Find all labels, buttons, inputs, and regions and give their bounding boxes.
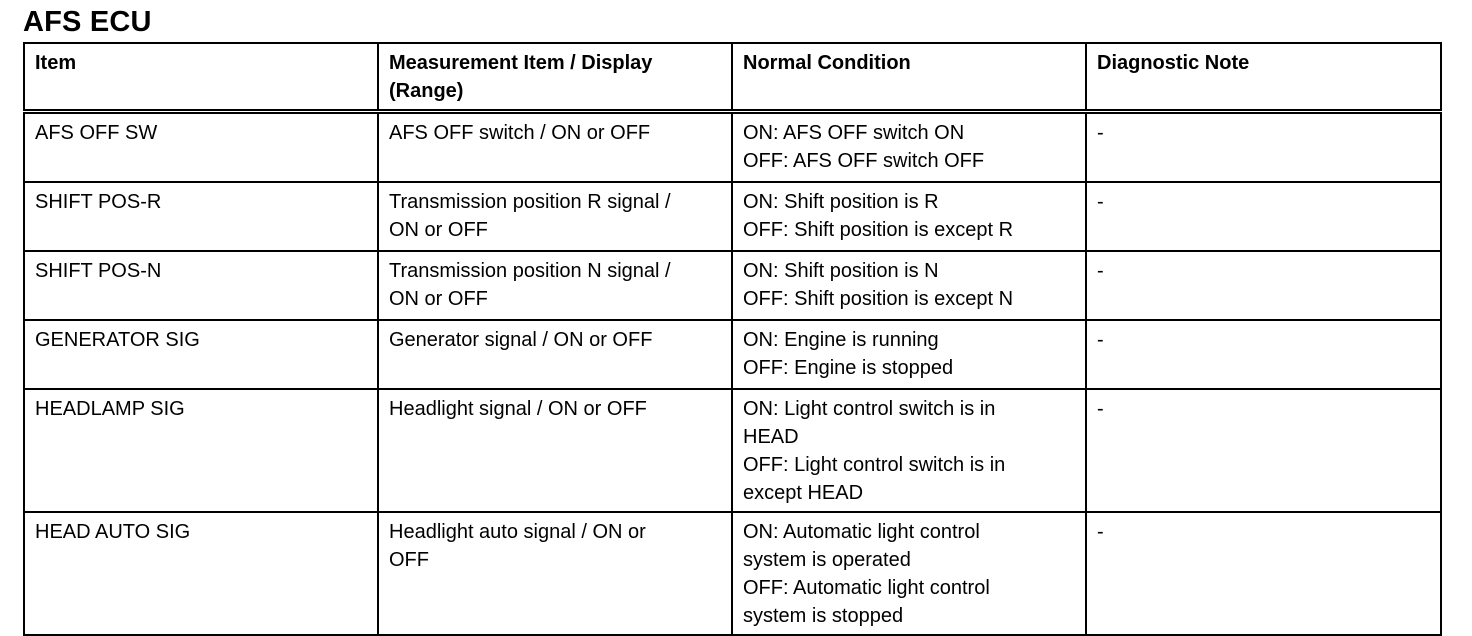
cell-line: Transmission position R signal /	[389, 191, 671, 213]
header-row	[24, 43, 1441, 112]
cell-item	[24, 389, 378, 512]
cell-line: -	[1097, 122, 1104, 144]
cell-diagnostic-note	[1086, 389, 1441, 512]
table-header	[24, 43, 1441, 112]
cell-line: ON: Light control switch is in	[743, 398, 996, 420]
cell-line: ON: Shift position is R	[743, 191, 939, 213]
cell-line: OFF: Shift position is except R	[743, 219, 1014, 241]
cell-line: system is operated	[743, 549, 911, 571]
header-line: Item	[35, 52, 77, 74]
cell-line: ON or OFF	[389, 288, 488, 310]
page-title: AFS ECU	[23, 6, 152, 38]
column-header-measurement-item	[378, 43, 732, 112]
column-header-item	[24, 43, 378, 112]
table-row	[24, 182, 1441, 251]
cell-line: -	[1097, 521, 1104, 543]
cell-diagnostic-note	[1086, 320, 1441, 389]
cell-line: Headlight auto signal / ON or	[389, 521, 646, 543]
cell-diagnostic-note	[1086, 251, 1441, 320]
cell-line: -	[1097, 191, 1104, 213]
cell-line: Generator signal / ON or OFF	[389, 329, 653, 351]
cell-line: AFS OFF SW	[35, 122, 158, 144]
cell-line: Transmission position N signal /	[389, 260, 671, 282]
cell-line: system is stopped	[743, 605, 904, 627]
cell-line: OFF: Shift position is except N	[743, 288, 1014, 310]
cell-item	[24, 251, 378, 320]
table-row	[24, 320, 1441, 389]
cell-line: OFF: Automatic light control	[743, 577, 990, 599]
table-body	[24, 112, 1441, 636]
cell-measurement	[378, 512, 732, 635]
cell-normal-condition	[732, 389, 1086, 512]
cell-measurement	[378, 251, 732, 320]
cell-normal-condition	[732, 512, 1086, 635]
cell-diagnostic-note	[1086, 182, 1441, 251]
cell-line: ON: Automatic light control	[743, 521, 980, 543]
column-header-normal-condition	[732, 43, 1086, 112]
cell-line: SHIFT POS-R	[35, 191, 162, 213]
column-header-diagnostic-note	[1086, 43, 1441, 112]
cell-normal-condition	[732, 182, 1086, 251]
cell-line: OFF: AFS OFF switch OFF	[743, 150, 985, 172]
afs-ecu-data-table	[23, 42, 1442, 636]
cell-normal-condition	[732, 251, 1086, 320]
cell-line: GENERATOR SIG	[35, 329, 200, 351]
header-line: (Range)	[389, 80, 464, 102]
cell-line: -	[1097, 329, 1104, 351]
cell-line: OFF	[389, 549, 429, 571]
cell-line: -	[1097, 260, 1104, 282]
cell-diagnostic-note	[1086, 512, 1441, 635]
header-line: Diagnostic Note	[1097, 52, 1250, 74]
cell-line: -	[1097, 398, 1104, 420]
cell-normal-condition	[732, 112, 1086, 183]
cell-line: HEADLAMP SIG	[35, 398, 185, 420]
cell-normal-condition	[732, 320, 1086, 389]
cell-line: OFF: Engine is stopped	[743, 357, 954, 379]
header-line: Measurement Item / Display	[389, 52, 653, 74]
cell-line: HEAD	[743, 426, 799, 448]
cell-item	[24, 320, 378, 389]
table-row	[24, 251, 1441, 320]
cell-line: ON: Shift position is N	[743, 260, 939, 282]
cell-line: SHIFT POS-N	[35, 260, 162, 282]
cell-line: AFS OFF switch / ON or OFF	[389, 122, 651, 144]
table-row	[24, 512, 1441, 635]
cell-line: ON or OFF	[389, 219, 488, 241]
cell-measurement	[378, 320, 732, 389]
cell-measurement	[378, 182, 732, 251]
cell-measurement	[378, 112, 732, 183]
cell-line: ON: Engine is running	[743, 329, 939, 351]
cell-item	[24, 112, 378, 183]
cell-item	[24, 512, 378, 635]
table-row	[24, 112, 1441, 183]
table-row	[24, 389, 1441, 512]
cell-measurement	[378, 389, 732, 512]
cell-line: HEAD AUTO SIG	[35, 521, 191, 543]
cell-line: Headlight signal / ON or OFF	[389, 398, 647, 420]
cell-line: ON: AFS OFF switch ON	[743, 122, 965, 144]
cell-line: except HEAD	[743, 482, 864, 504]
cell-item	[24, 182, 378, 251]
header-line: Normal Condition	[743, 52, 911, 74]
cell-diagnostic-note	[1086, 112, 1441, 183]
cell-line: OFF: Light control switch is in	[743, 454, 1006, 476]
